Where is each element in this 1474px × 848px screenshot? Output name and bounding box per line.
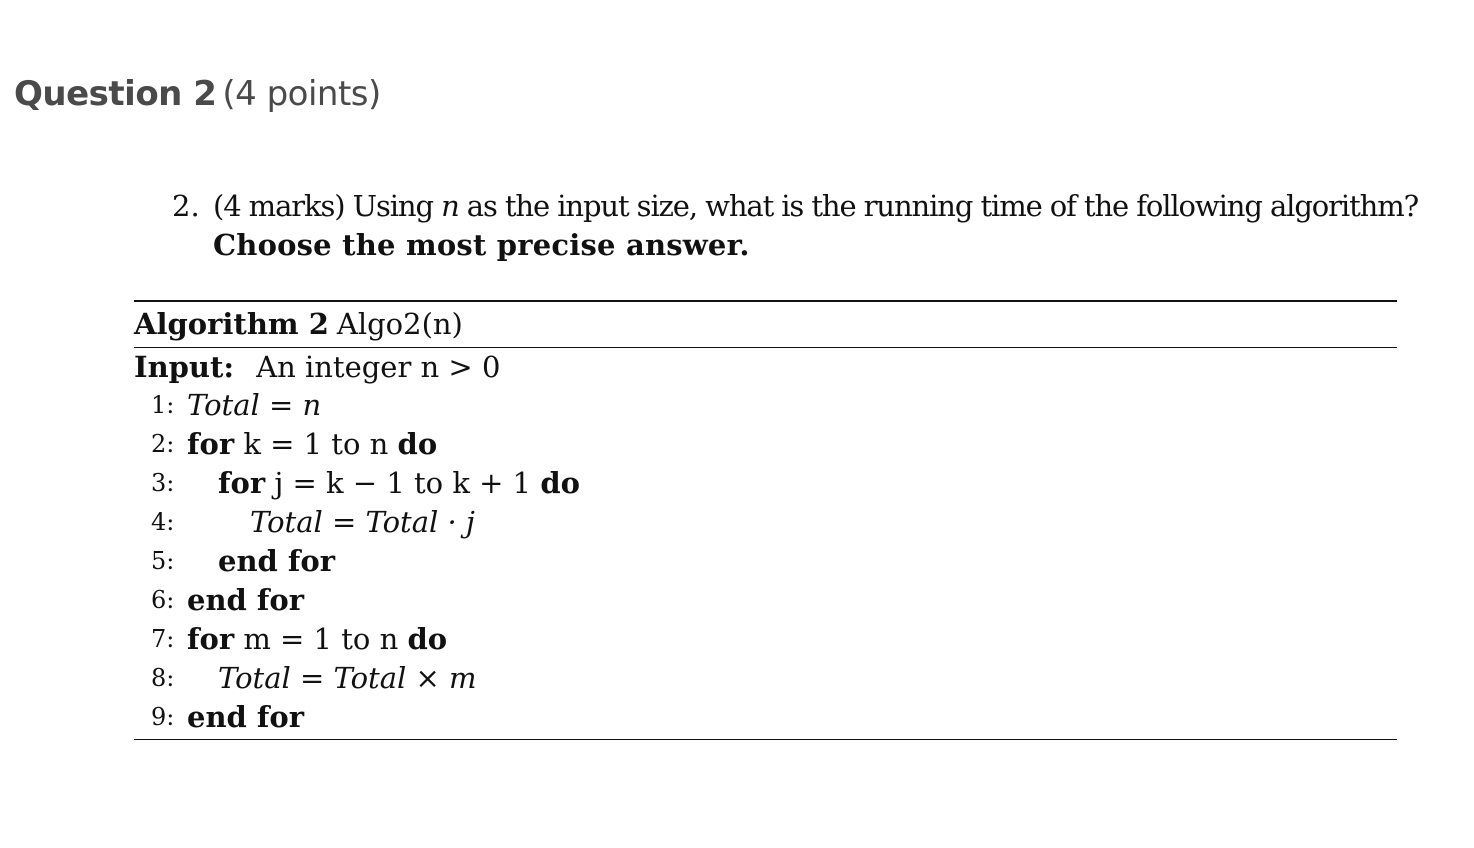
algorithm-caption-name: Algo2(n) — [336, 307, 463, 341]
line-code — [187, 425, 437, 464]
algorithm-line-1 — [134, 386, 1397, 425]
line-number: 8: — [151, 664, 175, 692]
algorithm-caption-label: Algorithm 2 — [134, 307, 329, 341]
algorithm-line-9 — [134, 698, 1397, 737]
algorithm-bottom-rule — [134, 739, 1397, 740]
line-code: end for — [187, 583, 305, 617]
prompt-line-2: Choose the most precise answer. — [213, 228, 750, 262]
algorithm-line-3 — [134, 464, 1397, 503]
algorithm-input — [134, 348, 1397, 386]
algorithm-input-label: Input: — [134, 350, 235, 384]
line-code: Total = Total · j — [250, 505, 475, 539]
line-code: end for — [218, 544, 336, 578]
line-number: 5: — [151, 547, 175, 575]
line-code: Total = n — [187, 388, 322, 422]
prompt-line-1 — [213, 187, 1453, 226]
algorithm-line-7 — [134, 620, 1397, 659]
line-expression: k = 1 to n — [234, 427, 398, 461]
line-code: Total = Total × m — [218, 661, 477, 695]
line-expression: m = 1 to n — [234, 622, 408, 656]
line-code — [187, 620, 447, 659]
algorithm-line-2 — [134, 425, 1397, 464]
line-code — [218, 464, 580, 503]
line-number: 3: — [151, 469, 175, 497]
algorithm-caption — [134, 302, 1397, 347]
prompt-number: 2. — [172, 189, 200, 223]
keyword: for — [218, 466, 266, 500]
algorithm-line-6 — [134, 581, 1397, 620]
keyword: for — [187, 622, 235, 656]
algorithm-input-text: An integer n > 0 — [256, 350, 501, 384]
prompt-text-a: (4 marks) Using — [213, 189, 442, 223]
line-expression: j = k − 1 to k + 1 — [265, 466, 541, 500]
line-number: 6: — [151, 586, 175, 614]
question-title: Question 2 — [14, 74, 217, 114]
line-number: 4: — [151, 508, 175, 536]
prompt-variable: n — [441, 189, 459, 223]
keyword: do — [407, 622, 448, 656]
question-points: (4 points) — [222, 74, 381, 114]
algorithm-line-5 — [134, 542, 1397, 581]
keyword: for — [187, 427, 235, 461]
line-number: 2: — [151, 430, 175, 458]
keyword: do — [540, 466, 580, 500]
line-number: 7: — [151, 625, 175, 653]
algorithm-line-4 — [134, 503, 1397, 542]
keyword: do — [397, 427, 438, 461]
algorithm-line-8 — [134, 659, 1397, 698]
prompt-text-b: as the input size, what is the running time of the following algorithm? — [458, 189, 1419, 223]
line-number: 9: — [151, 703, 175, 731]
question-prompt — [172, 187, 1419, 265]
algorithm-box — [134, 300, 1397, 740]
line-code: end for — [187, 700, 305, 734]
question-header — [14, 74, 381, 114]
line-number: 1: — [151, 391, 175, 419]
